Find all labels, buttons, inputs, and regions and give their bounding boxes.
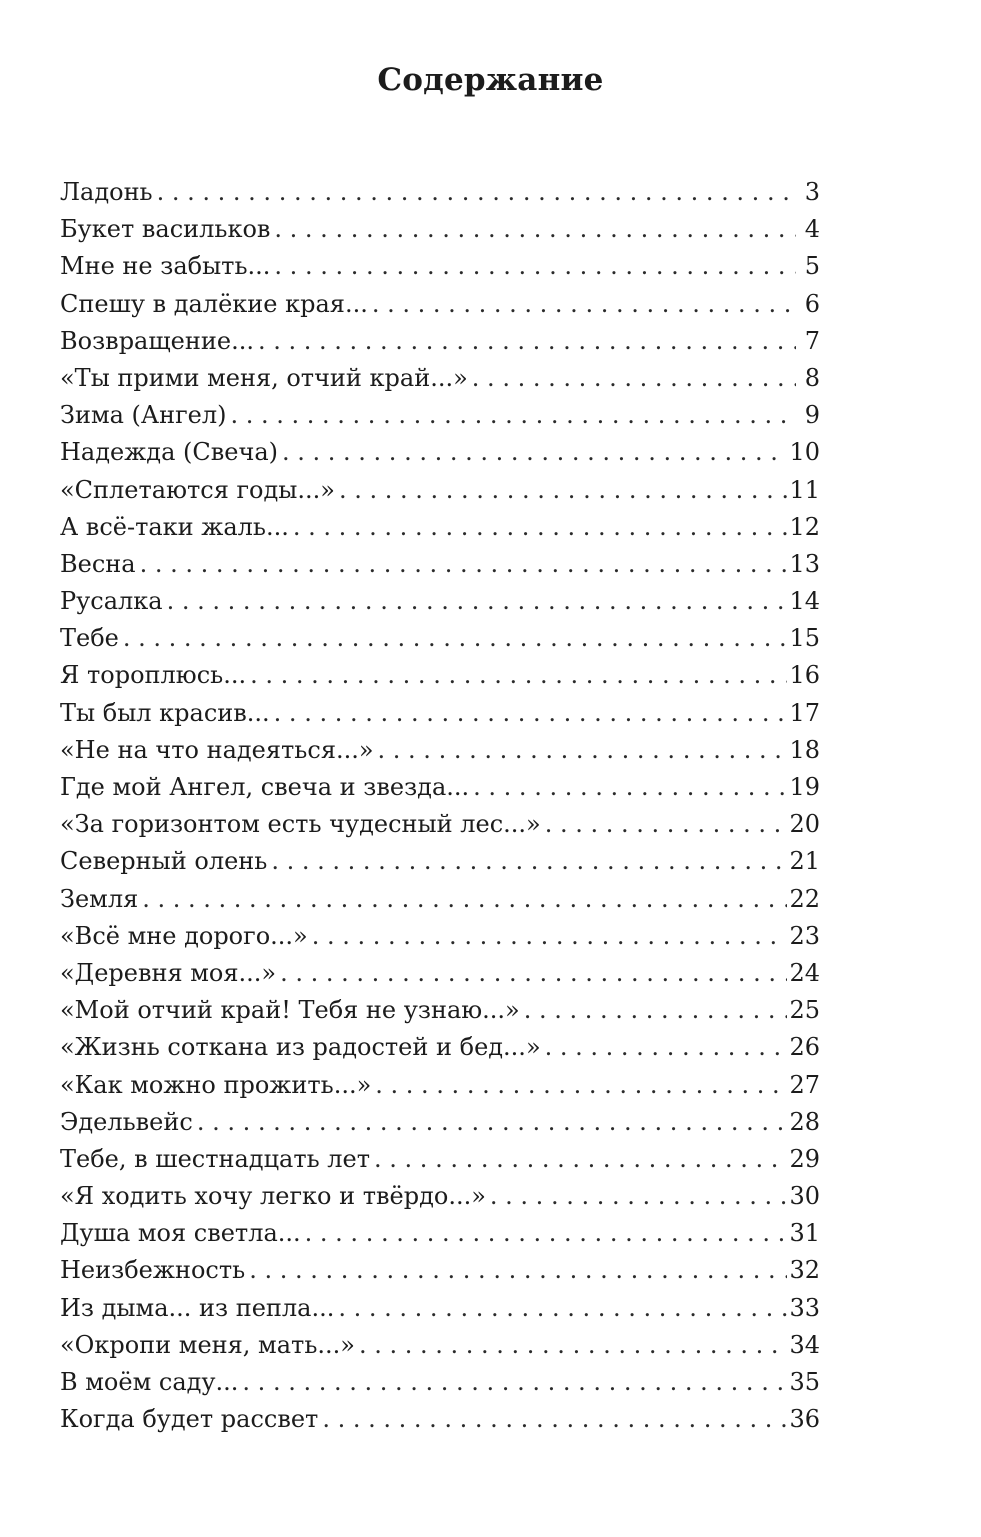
dot-leader	[322, 1401, 787, 1438]
dot-leader	[230, 397, 796, 434]
entry-title: Букет васильков	[60, 215, 271, 244]
entry-page-number: 19	[789, 773, 820, 801]
contents-entry	[60, 1141, 820, 1178]
contents-entry	[60, 992, 820, 1029]
dot-leader	[282, 434, 787, 471]
dot-leader	[472, 360, 796, 397]
entry-title: «Мой отчий край! Тебя не узнаю...»	[60, 996, 520, 1025]
entry-title: Ты был красив...	[60, 698, 270, 727]
dot-leader	[140, 546, 788, 583]
entry-page-number: 25	[789, 996, 820, 1025]
contents-entry	[60, 1364, 820, 1401]
dot-leader	[197, 1104, 788, 1141]
entry-title: «Жизнь соткана из радостей и бед...»	[60, 1033, 541, 1062]
contents-entry	[60, 434, 820, 471]
entry-page-number: 8	[804, 363, 820, 392]
entry-page-number: 14	[789, 587, 820, 616]
contents-entry	[60, 1215, 820, 1252]
contents-entry	[60, 843, 820, 880]
contents-entry	[60, 211, 820, 248]
entry-page-number: 28	[789, 1107, 820, 1136]
entry-page-number: 32	[789, 1256, 820, 1285]
entry-page-number: 29	[789, 1144, 820, 1173]
dot-leader	[375, 1067, 787, 1104]
entry-title: Тебе, в шестнадцать лет	[60, 1144, 371, 1173]
dot-leader	[545, 806, 788, 843]
entry-page-number: 21	[789, 847, 820, 876]
entry-title: Весна	[60, 549, 136, 578]
entry-title: Когда будет рассвет	[60, 1405, 319, 1434]
dot-leader	[524, 992, 788, 1029]
entry-title: Спешу в далёкие края...	[60, 289, 368, 318]
contents-entry	[60, 248, 820, 285]
entry-title: «Я ходить хочу легко и твёрдо...»	[60, 1182, 486, 1211]
contents-entry	[60, 174, 820, 211]
contents-entry	[60, 620, 820, 657]
contents-entry	[60, 360, 820, 397]
dot-leader	[142, 881, 787, 918]
dot-leader	[305, 1215, 788, 1252]
entry-page-number: 15	[789, 624, 820, 653]
entry-title: Эдельвейс	[60, 1107, 193, 1136]
dot-leader	[258, 323, 796, 360]
dot-leader	[167, 583, 788, 620]
entry-title: Душа моя светла...	[60, 1219, 301, 1248]
contents-entry	[60, 509, 820, 546]
entry-page-number: 36	[789, 1405, 820, 1434]
entry-page-number: 17	[789, 698, 820, 727]
dot-leader	[249, 1252, 787, 1289]
contents-entry	[60, 732, 820, 769]
entry-page-number: 27	[789, 1070, 820, 1099]
entry-title: Возвращение...	[60, 326, 254, 355]
entry-title: Тебе	[60, 624, 119, 653]
entry-title: Земля	[60, 884, 139, 913]
dot-leader	[123, 620, 788, 657]
entry-title: Из дыма... из пепла...	[60, 1293, 335, 1322]
contents-entry	[60, 472, 820, 509]
entry-page-number: 31	[789, 1219, 820, 1248]
contents-entry	[60, 1290, 820, 1327]
entry-title: «Как можно прожить...»	[60, 1070, 372, 1099]
entry-page-number: 33	[789, 1293, 820, 1322]
entry-title: «Не на что надеяться...»	[60, 735, 374, 764]
entry-page-number: 10	[789, 438, 820, 467]
dot-leader	[274, 248, 796, 285]
entry-page-number: 11	[789, 475, 820, 504]
contents-entry	[60, 583, 820, 620]
contents-entry	[60, 1178, 820, 1215]
dot-leader	[378, 732, 788, 769]
entry-page-number: 18	[789, 735, 820, 764]
contents-entry	[60, 769, 820, 806]
dot-leader	[274, 211, 796, 248]
dot-leader	[274, 695, 788, 732]
contents-entry	[60, 1252, 820, 1289]
contents-entry	[60, 1067, 820, 1104]
dot-leader	[338, 1290, 787, 1327]
dot-leader	[490, 1178, 788, 1215]
entry-page-number: 22	[789, 884, 820, 913]
entry-title: Я тороплюсь...	[60, 661, 247, 690]
entry-title: «Всё мне дорого...»	[60, 921, 308, 950]
dot-leader	[545, 1029, 788, 1066]
entry-title: «Деревня моя...»	[60, 958, 277, 987]
dot-leader	[339, 472, 788, 509]
entry-title: Северный олень	[60, 847, 268, 876]
contents-entry	[60, 955, 820, 992]
contents-entry	[60, 286, 820, 323]
entry-title: Надежда (Свеча)	[60, 438, 278, 467]
entry-title: В моём саду...	[60, 1368, 239, 1396]
contents-entry	[60, 657, 820, 694]
entry-page-number: 3	[804, 178, 820, 206]
entry-page-number: 23	[789, 921, 820, 950]
entry-page-number: 9	[804, 401, 820, 430]
dot-leader	[242, 1364, 787, 1401]
entry-title: А всё-таки жаль...	[60, 512, 289, 541]
entry-title: «За горизонтом есть чудесный лес...»	[60, 810, 541, 839]
entry-page-number: 13	[789, 549, 820, 578]
contents-entry	[60, 1029, 820, 1066]
dot-leader	[271, 843, 787, 880]
dot-leader	[250, 657, 787, 694]
contents-entry	[60, 1104, 820, 1141]
dot-leader	[280, 955, 787, 992]
contents-entry	[60, 695, 820, 732]
dot-leader	[359, 1327, 788, 1364]
dot-leader	[473, 769, 787, 806]
contents-entry	[60, 918, 820, 955]
entry-title: Неизбежность	[60, 1256, 246, 1285]
entry-title: «Сплетаются годы...»	[60, 475, 335, 504]
contents-list	[60, 174, 820, 1438]
entry-title: «Окропи меня, мать...»	[60, 1330, 355, 1359]
entry-page-number: 12	[789, 512, 820, 541]
entry-title: Где мой Ангел, свеча и звезда...	[60, 773, 470, 801]
contents-entry	[60, 806, 820, 843]
contents-entry	[60, 546, 820, 583]
entry-title: Русалка	[60, 587, 163, 616]
entry-page-number: 7	[804, 326, 820, 355]
dot-leader	[372, 286, 796, 323]
contents-entry	[60, 881, 820, 918]
entry-title: Зима (Ангел)	[60, 401, 227, 430]
contents-entry	[60, 1401, 820, 1438]
entry-title: «Ты прими меня, отчий край...»	[60, 363, 468, 392]
dot-leader	[293, 509, 788, 546]
entry-page-number: 34	[789, 1330, 820, 1359]
entry-page-number: 35	[789, 1368, 820, 1396]
dot-leader	[374, 1141, 787, 1178]
entry-title: Ладонь	[60, 178, 153, 206]
entry-page-number: 20	[789, 810, 820, 839]
contents-entry	[60, 323, 820, 360]
dot-leader	[157, 174, 796, 211]
contents-entry	[60, 1327, 820, 1364]
entry-page-number: 16	[789, 661, 820, 690]
entry-page-number: 24	[789, 958, 820, 987]
entry-title: Мне не забыть...	[60, 252, 271, 281]
contents-heading: Содержание	[377, 62, 604, 98]
contents-entry	[60, 397, 820, 434]
entry-page-number: 26	[789, 1033, 820, 1062]
entry-page-number: 30	[789, 1182, 820, 1211]
entry-page-number: 5	[804, 252, 820, 281]
dot-leader	[312, 918, 788, 955]
entry-page-number: 4	[804, 215, 820, 244]
entry-page-number: 6	[804, 289, 820, 318]
